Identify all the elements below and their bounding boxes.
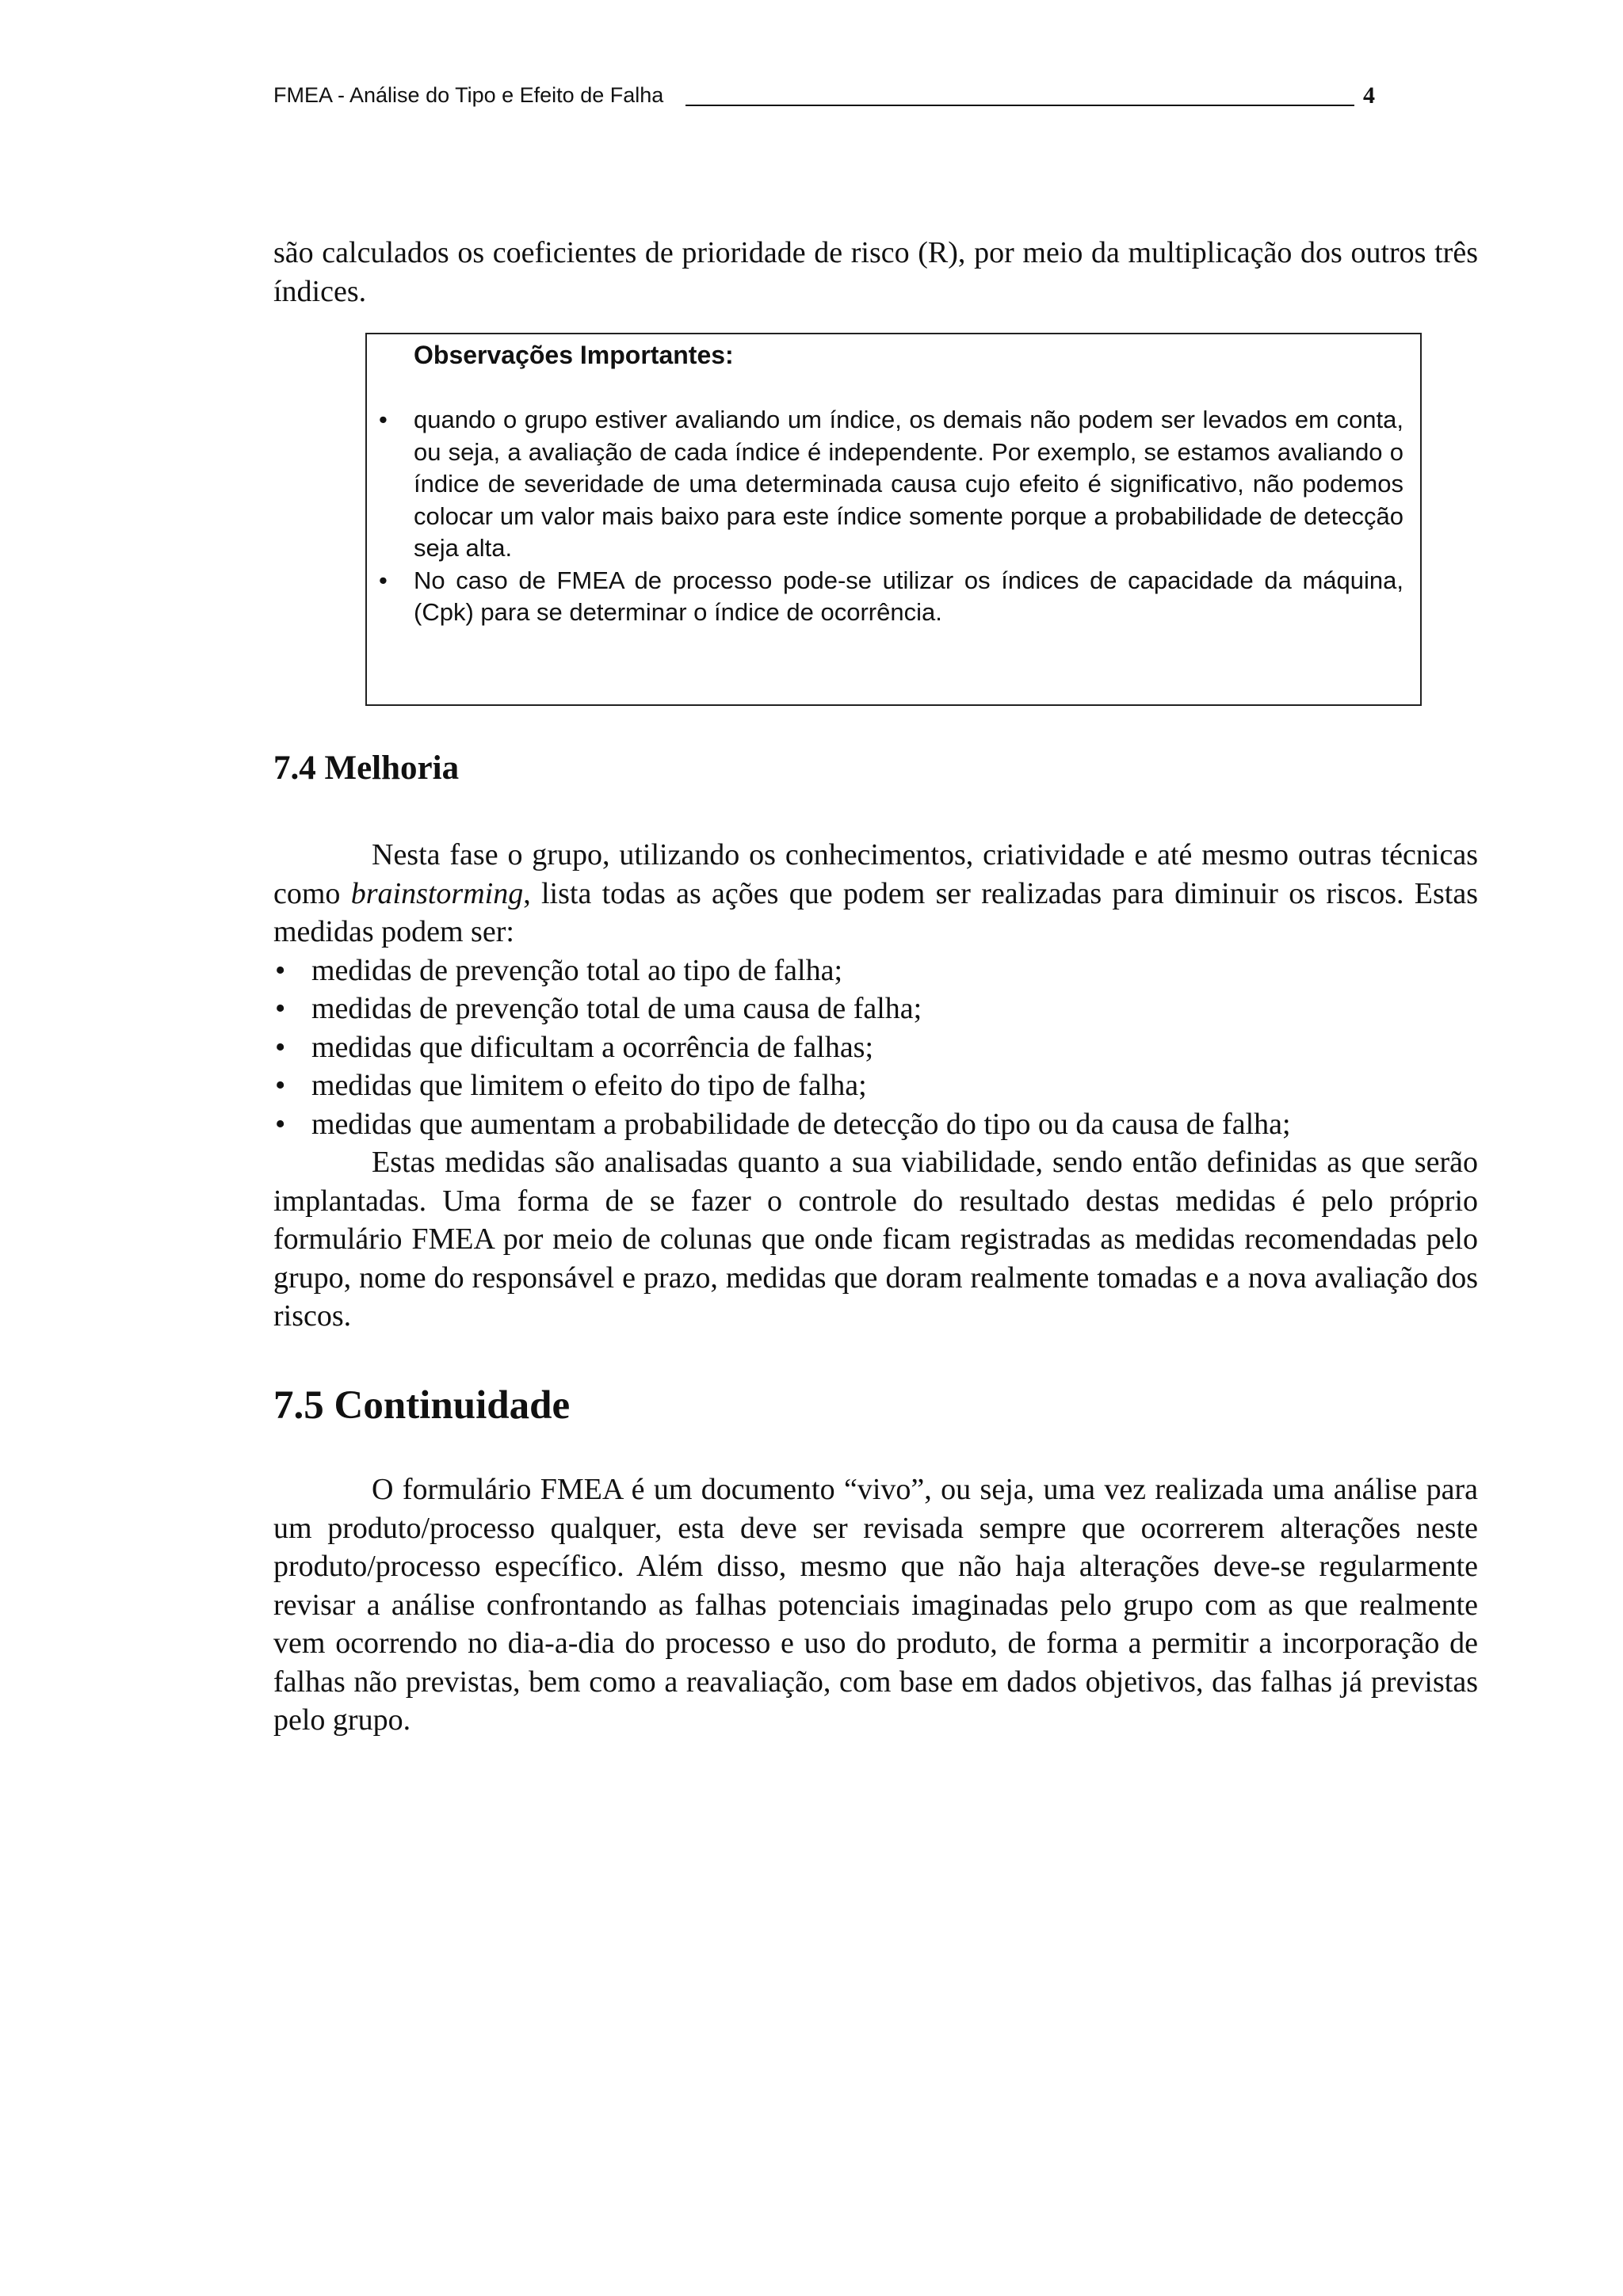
notes-title: Observações Importantes: [414,341,734,369]
page-header [273,79,1375,111]
notes-item: • No caso de FMEA de processo pode-se utilizar os índices de capacidade da máquina, (Cpk) para se determinar o índice de ocorrência. [379,566,1403,626]
page-number: 4 [1363,82,1375,109]
continuidade-paragraph: O formulário FMEA é um documento “vivo”, ou seja, uma vez realizada uma análise para um produto/processo qualquer, esta deve ser revisada sempre que ocorrerem alterações neste produto/processo específico. Além disso, mesmo que não haja alterações deve-se regularmente revisar a análise confrontando as falhas potenciais imaginadas pelo grupo com as que realmente vem ocorrendo no dia-a-dia do processo e uso do produto, de forma a permitir a incorporação de falhas não previstas, bem como a reavaliação, com base em dados objetivos, das falhas já previstas pelo grupo. [273,1473,1478,1737]
list-item: • medidas que aumentam a probabilidade de detecção do tipo ou da causa de falha; [273,1105,1478,1144]
list-item: • medidas de prevenção total ao tipo de falha; [273,952,1478,990]
section-heading-melhoria: 7.4 Melhoria [273,749,460,787]
melhoria-paragraph-2: Estas medidas são analisadas quanto a sua viabilidade, sendo então definidas as que serão implantadas. Uma forma de se fazer o controle do resultado destas medidas é pelo próprio formulário FMEA por meio de colunas que onde ficam registradas as medidas recomendadas pelo grupo, nome do responsável e prazo, medidas que doram realmente tomadas e a nova avaliação dos riscos. [273,1146,1478,1333]
bullet-icon: • [379,406,388,433]
section-heading-continuidade: 7.5 Continuidade [273,1383,571,1428]
bullet-icon: • [275,953,286,987]
bullet-icon: • [275,1030,286,1064]
notes-item: • quando o grupo estiver avaliando um índice, os demais não podem ser levados em conta, ou seja, a avaliação de cada índice é independente. Por exemplo, se estamos avaliando o índice de severidade de uma determinada causa cujo efeito é significativo, não podemos colocar um valor mais baixo para este índice somente porque a probabilidade de detecção seja alta. [379,406,1403,562]
intro-paragraph: são calculados os coeficientes de prioridade de risco (R), por meio da multiplicação dos outros três índices. [273,236,1478,308]
header-title: FMEA - Análise do Tipo e Efeito de Falha [273,83,664,107]
bullet-icon: • [275,992,286,1025]
header-rule [685,105,1354,106]
list-item: • medidas que dificultam a ocorrência de falhas; [273,1028,1478,1067]
melhoria-paragraph-1: Nesta fase o grupo, utilizando os conhecimentos, criatividade e até mesmo outras técnicas como brainstorming, lista todas as ações que podem ser realizadas para diminuir os riscos. Estas medidas podem ser: [273,838,1478,948]
notes-list [375,404,1403,629]
bullet-icon: • [275,1107,286,1141]
bullet-icon: • [275,1069,286,1102]
list-item: • medidas que limitem o efeito do tipo de falha; [273,1066,1478,1105]
bullet-icon: • [379,566,388,594]
list-item: • medidas de prevenção total de uma causa de falha; [273,990,1478,1028]
section-melhoria-body [273,836,1478,1336]
notes-box [365,333,1422,706]
measures-list [273,952,1478,1144]
